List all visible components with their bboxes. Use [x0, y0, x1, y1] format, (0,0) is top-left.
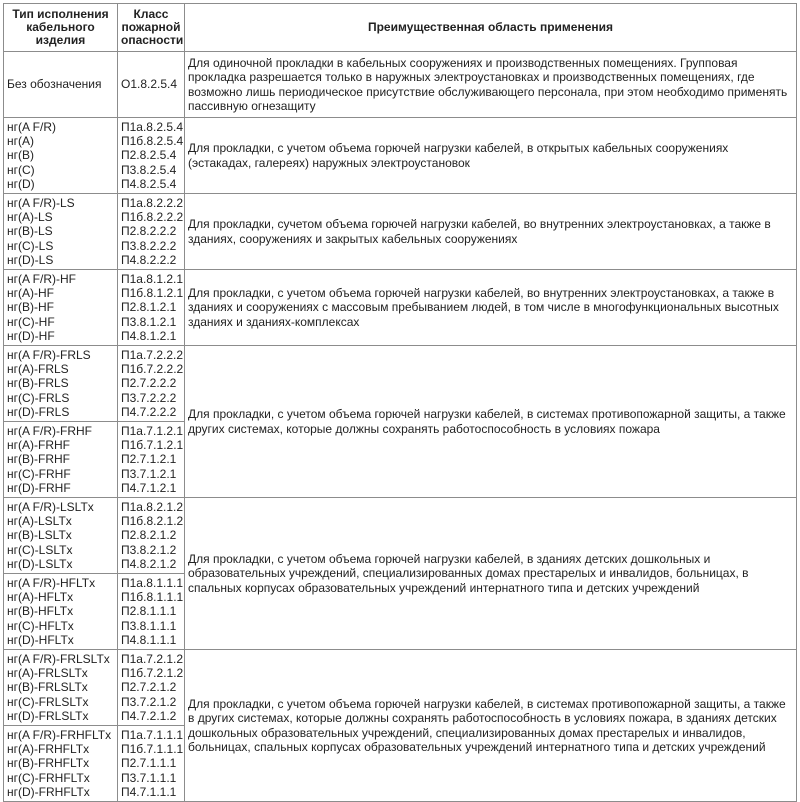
- cable-type-cell: нг(A F/R)-FRHF нг(A)-FRHF нг(B)-FRHF нг(C)-FRHF нг(D)-FRHF: [4, 422, 118, 498]
- application-cell: Для прокладки, с учетом объема горючей нагрузки кабелей, в открытых кабельных сооружениях (эстакадах, галереях) наружных электроустановок: [185, 118, 797, 194]
- fire-class-cell: П1а.8.2.5.4 П1б.8.2.5.4 П2.8.2.5.4 П3.8.2.5.4 П4.8.2.5.4: [118, 118, 185, 194]
- cable-type-cell: нг(A F/R)-FRLS нг(A)-FRLS нг(B)-FRLS нг(C)-FRLS нг(D)-FRLS: [4, 346, 118, 422]
- application-cell: Для прокладки, с учетом объема горючей нагрузки кабелей, в зданиях детских дошкольных и образовательных учреждений, специализированных домах престарелых и инвалидов, больницах, в спальных корпусах образовательных учреждений интернатного типа и детских учреждений: [185, 498, 797, 650]
- fire-class-cell: П1а.8.1.2.1 П1б.8.1.2.1 П2.8.1.2.1 П3.8.1.2.1 П4.8.1.2.1: [118, 270, 185, 346]
- header-application-area: Преимущественная область применения: [185, 4, 797, 52]
- table-row: [4, 650, 797, 726]
- application-cell: Для одиночной прокладки в кабельных сооружениях и производственных помещениях. Групповая прокладка разрешается только в наружных электроустановках и производственных помещениях, где возможно лишь периодическое присутствие обслуживающего персонала, при этом необходимо применять пассивную огнезащиту: [185, 52, 797, 118]
- table-row: [4, 498, 797, 574]
- table-row: [4, 270, 797, 346]
- header-cable-type: Тип исполнения кабельного изделия: [4, 4, 118, 52]
- fire-class-cell: П1а.7.2.1.2 П1б.7.2.1.2 П2.7.2.1.2 П3.7.2.1.2 П4.7.2.1.2: [118, 650, 185, 726]
- table-row: [4, 52, 797, 118]
- fire-class-cell: П1а.7.1.1.1 П1б.7.1.1.1 П2.7.1.1.1 П3.7.1.1.1 П4.7.1.1.1: [118, 726, 185, 802]
- table-row: [4, 118, 797, 194]
- fire-class-cell: П1а.8.1.1.1 П1б.8.1.1.1 П2.8.1.1.1 П3.8.1.1.1 П4.8.1.1.1: [118, 574, 185, 650]
- cable-type-cell: нг(A F/R)-FRLSLTx нг(A)-FRLSLTx нг(B)-FRLSLTx нг(C)-FRLSLTx нг(D)-FRLSLTx: [4, 650, 118, 726]
- fire-class-cell: П1а.7.1.2.1 П1б.7.1.2.1 П2.7.1.2.1 П3.7.1.2.1 П4.7.1.2.1: [118, 422, 185, 498]
- fire-class-cell: О1.8.2.5.4: [118, 52, 185, 118]
- application-cell: Для прокладки, с учетом объема горючей нагрузки кабелей, в системах противопожарной защиты, а также других системах, которые должны сохранять работоспособность в условиях пожара: [185, 346, 797, 498]
- cable-type-cell: Без обозначения: [4, 52, 118, 118]
- application-cell: Для прокладки, с учетом объема горючей нагрузки кабелей, во внутренних электроустановках, а также в зданиях и сооружениях с массовым пребыванием людей, в том числе в многофункциональных высотных зданиях и зданиях-комплексах: [185, 270, 797, 346]
- application-cell: Для прокладки, сучетом объема горючей нагрузки кабелей, во внутренних электроустановках, а также в зданиях, сооружениях и закрытых кабельных сооружениях: [185, 194, 797, 270]
- table-row: [4, 194, 797, 270]
- cable-type-cell: нг(A F/R)-HFLTx нг(A)-HFLTx нг(B)-HFLTx нг(C)-HFLTx нг(D)-HFLTx: [4, 574, 118, 650]
- cable-type-cell: нг(A F/R)-HF нг(A)-HF нг(B)-HF нг(C)-HF нг(D)-HF: [4, 270, 118, 346]
- cable-type-cell: нг(A F/R)-FRHFLTx нг(A)-FRHFLTx нг(B)-FRHFLTx нг(C)-FRHFLTx нг(D)-FRHFLTx: [4, 726, 118, 802]
- table-row: [4, 346, 797, 422]
- cable-types-table: [3, 3, 797, 802]
- cable-type-cell: нг(A F/R)-LS нг(A)-LS нг(B)-LS нг(C)-LS нг(D)-LS: [4, 194, 118, 270]
- fire-class-cell: П1а.8.2.1.2 П1б.8.2.1.2 П2.8.2.1.2 П3.8.2.1.2 П4.8.2.1.2: [118, 498, 185, 574]
- fire-class-cell: П1а.8.2.2.2 П1б.8.2.2.2 П2.8.2.2.2 П3.8.2.2.2 П4.8.2.2.2: [118, 194, 185, 270]
- fire-class-cell: П1а.7.2.2.2 П1б.7.2.2.2 П2.7.2.2.2 П3.7.2.2.2 П4.7.2.2.2: [118, 346, 185, 422]
- header-row: [4, 4, 797, 52]
- application-cell: Для прокладки, с учетом объема горючей нагрузки кабелей, в системах противопожарной защиты, а также в других системах, которые должны сохранять работоспособность в условиях пожара, в зданиях детских дошкольных образовательных учреждений, специализированных домах престарелых и инвалидов, больницах, спальных корпусах образовательных учреждений интернатного типа и детских учреждений: [185, 650, 797, 802]
- cable-type-cell: нг(A F/R)-LSLTx нг(A)-LSLTx нг(B)-LSLTx нг(C)-LSLTx нг(D)-LSLTx: [4, 498, 118, 574]
- header-fire-class: Класс пожарной опасности: [118, 4, 185, 52]
- cable-type-cell: нг(A F/R) нг(A) нг(B) нг(C) нг(D): [4, 118, 118, 194]
